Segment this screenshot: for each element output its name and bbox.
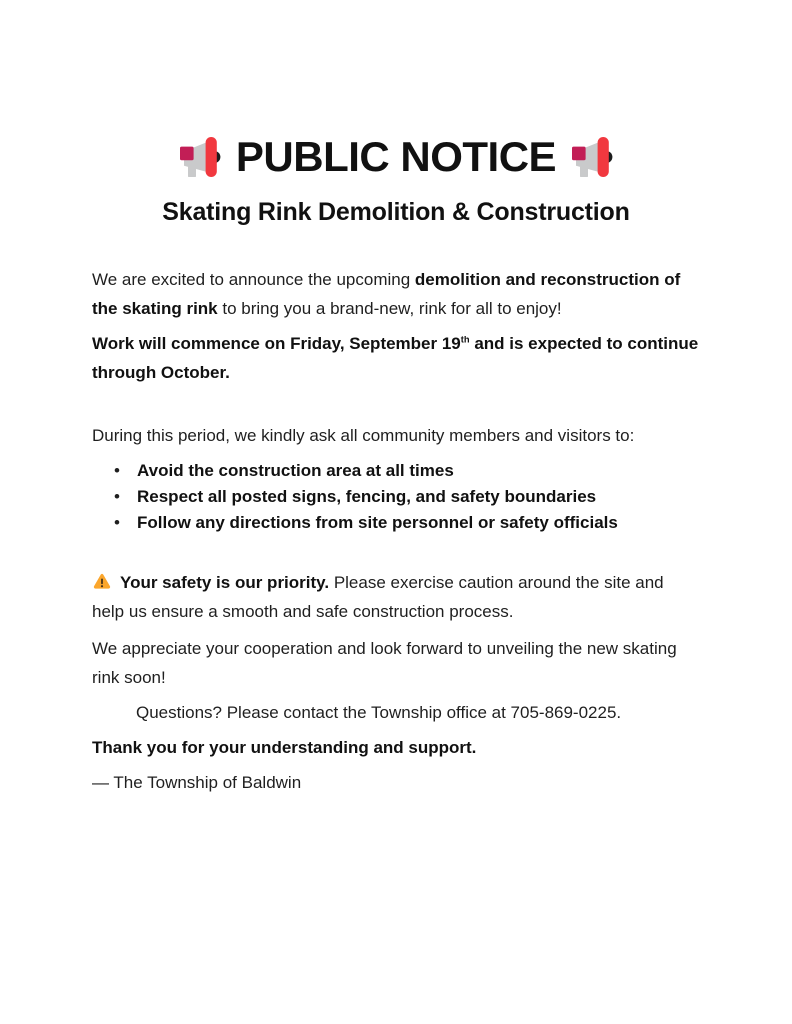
- schedule-text-2: and is expected to continue through October.: [92, 334, 699, 382]
- schedule-text-1: Work will commence on Friday, September 19: [92, 334, 461, 353]
- page-title: PUBLIC NOTICE: [235, 133, 557, 180]
- list-item: [92, 458, 700, 484]
- safety-paragraph: [92, 568, 700, 626]
- ordinal-superscript: th: [460, 334, 470, 345]
- intro-text-1: We are excited to announce the upcoming: [92, 270, 415, 289]
- page-title-row: [92, 133, 700, 181]
- ask-intro-paragraph: During this period, we kindly ask all community members and visitors to:: [92, 426, 635, 445]
- page-subtitle: Skating Rink Demolition & Construction: [162, 198, 630, 226]
- schedule-paragraph: [92, 329, 700, 387]
- intro-paragraph: [92, 265, 700, 323]
- list-item-label: Follow any directions from site personnel or safety officials: [137, 513, 618, 532]
- warning-icon: [92, 572, 112, 591]
- list-item-label: Respect all posted signs, fencing, and safety boundaries: [137, 487, 597, 506]
- notice-body: [92, 265, 700, 797]
- list-item-label: Avoid the construction area at all times: [137, 461, 454, 480]
- signature: — The Township of Baldwin: [92, 773, 302, 792]
- intro-bold: demolition and reconstruction of the skating rink: [92, 270, 681, 318]
- guidelines-list: [92, 458, 700, 536]
- list-item: [92, 484, 700, 510]
- safety-text: Please exercise caution around the site and help us ensure a smooth and safe construction process.: [92, 573, 664, 621]
- cooperation-paragraph: We appreciate your cooperation and look forward to unveiling the new skating rink soon!: [92, 639, 677, 687]
- intro-text-2: to bring you a brand-new, rink for all to enjoy!: [217, 299, 562, 318]
- megaphone-icon: [568, 133, 616, 181]
- thanks-paragraph: Thank you for your understanding and support.: [92, 738, 477, 757]
- megaphone-icon: [176, 133, 224, 181]
- list-item: [92, 510, 700, 536]
- contact-paragraph: Questions? Please contact the Township office at 705-869-0225.: [136, 703, 622, 722]
- safety-bold: Your safety is our priority.: [120, 573, 330, 592]
